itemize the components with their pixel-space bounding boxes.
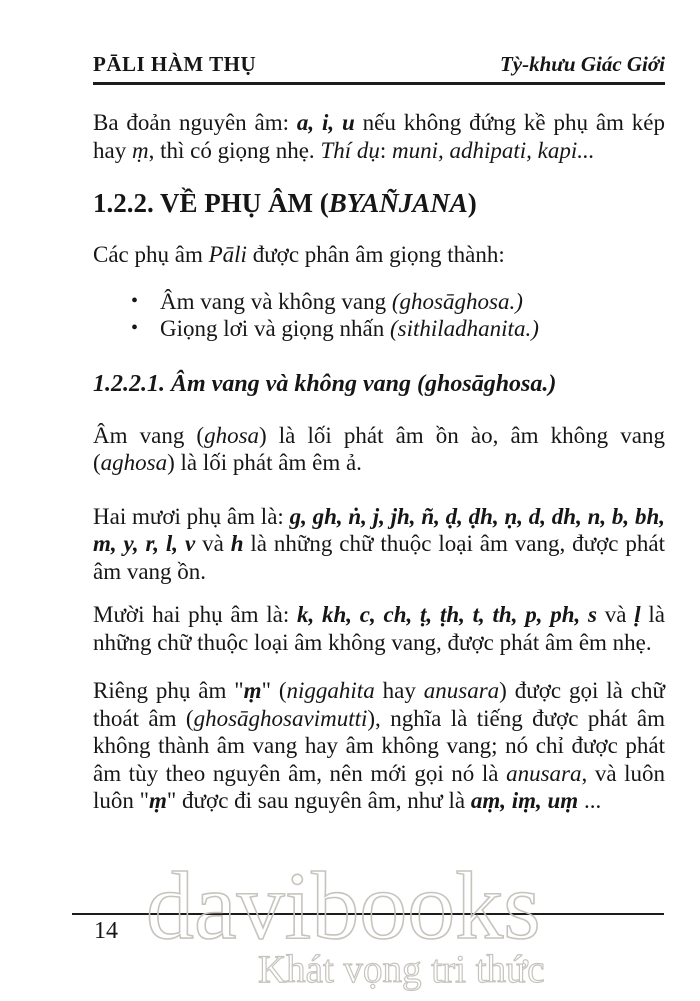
list-item (93, 315, 665, 343)
watermark-slogan: Khát vọng tri thức (258, 948, 545, 991)
book-title: PĀLI HÀM THỤ (93, 52, 257, 76)
paragraph-twenty-consonants: Hai mươi phụ âm là: g, gh, ṅ, j, jh, ñ, ḍ, ḍh, ṇ, d, dh, n, b, bh, m, y, r, l, v và h là những chữ thuộc loại âm vang, được phát âm vang ồn. (93, 503, 665, 584)
list-item-text: Giọng lơi và giọng nhấn (sithiladhanita.) (160, 316, 539, 341)
list-item-text: Âm vang và không vang (ghosāghosa.) (160, 288, 523, 314)
bullet-list (93, 288, 665, 343)
header-rule (93, 82, 665, 85)
subsection-heading: 1.2.2.1. Âm vang và không vang (ghosāghosa.) (93, 370, 557, 397)
bullet-marker: • (131, 317, 139, 339)
watermark-brand: davibooks (146, 852, 541, 959)
paragraph-twelve-consonants: Mười hai phụ âm là: k, kh, c, ch, ṭ, ṭh, t, th, p, ph, s và ḷ là những chữ thuộc loại âm không vang, được phát âm êm nhẹ. (93, 602, 666, 655)
paragraph-niggahita: Riêng phụ âm "ṃ" (niggahita hay anusara) được gọi là chữ thoát âm (ghosāghosavimutti), nghĩa là tiếng được phát âm không thành âm vang hay âm không vang; nó chỉ được phát âm tùy theo nguyên âm, nên mới gọi nó là anusara, và luôn luôn "ṃ" được đi sau nguyên âm, như là aṃ, iṃ, uṃ ... (93, 678, 666, 813)
page-content (93, 0, 665, 815)
paragraph-classification: Các phụ âm Pāli được phân âm giọng thành: (93, 242, 505, 267)
page-number: 14 (94, 918, 118, 944)
paragraph-intro: Ba đoản nguyên âm: a, i, u nếu không đứng kề phụ âm kép hay ṃ, thì có giọng nhẹ. Thí dụ: muni, adhipati, kapi... (93, 110, 665, 163)
header-row (93, 52, 665, 82)
list-item (93, 288, 665, 316)
author-name: Tỳ-khưu Giác Giới (499, 52, 665, 76)
footer-rule (72, 913, 664, 915)
bullet-marker: • (131, 289, 139, 312)
section-heading: 1.2.2. VỀ PHỤ ÂM (BYAÑJANA) (93, 188, 477, 218)
paragraph-ghosa: Âm vang (ghosa) là lối phát âm ồn ào, âm không vang (aghosa) là lối phát âm êm ả. (93, 422, 665, 475)
page-header (93, 0, 665, 85)
